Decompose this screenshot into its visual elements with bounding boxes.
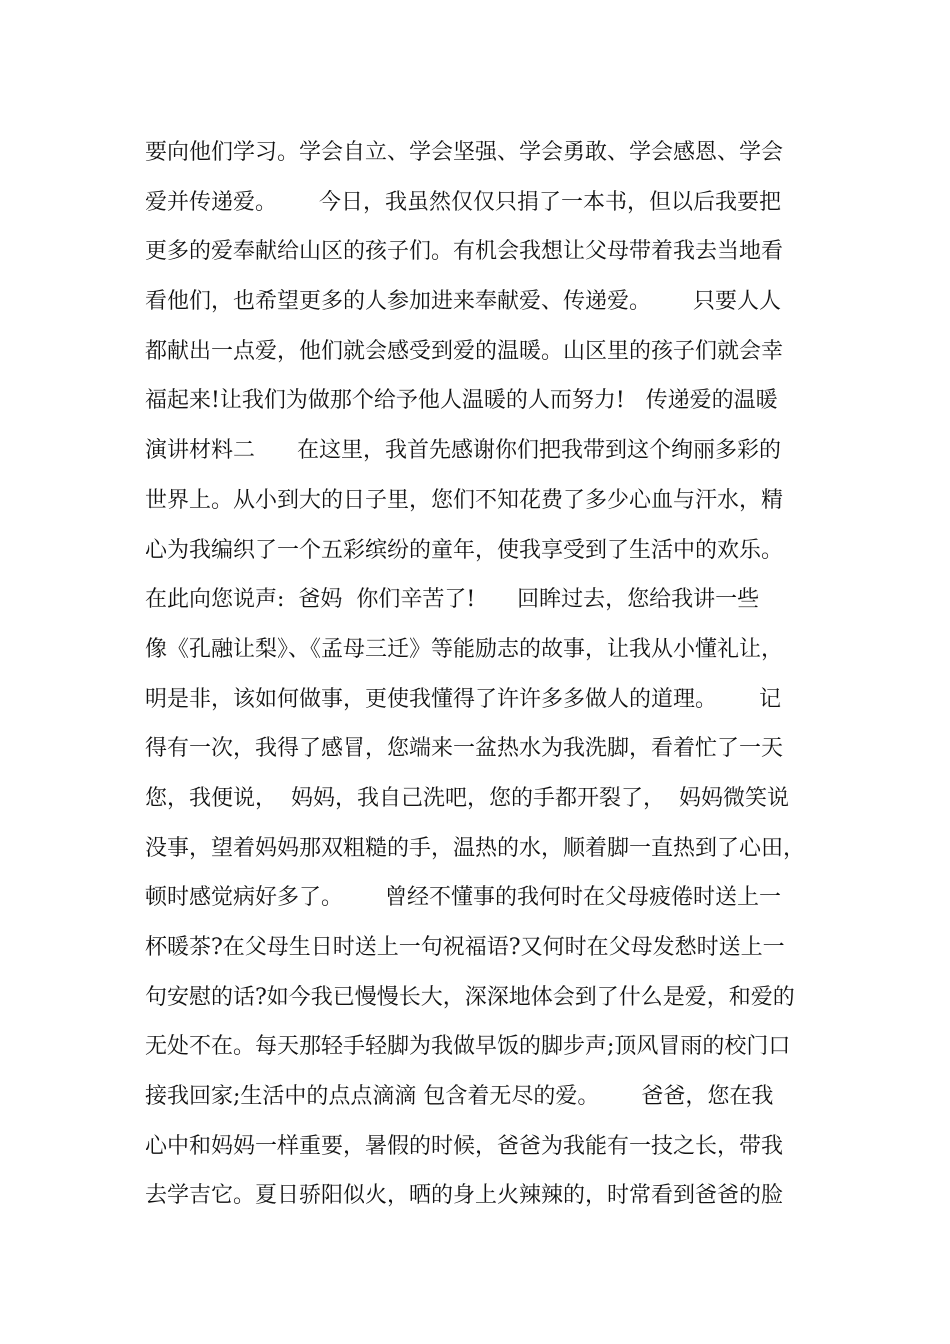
text-line: 福起来!让我们为做那个给予他人温暖的人而努力! 传递爱的温暖: [145, 388, 778, 414]
text-line: 世界上。从小到大的日子里，您们不知花费了多少心血与汗水，精: [145, 487, 784, 513]
text-line: 都献出一点爱，他们就会感受到爱的温暖。山区里的孩子们就会幸: [145, 338, 784, 364]
text-line: 去学吉它。夏日骄阳似火，晒的身上火辣辣的，时常看到爸爸的脸: [145, 1183, 784, 1209]
text-line: 没事，望着妈妈那双粗糙的手，温热的水，顺着脚一直热到了心田，: [145, 835, 806, 861]
text-line: 在此向您说声: 爸妈 你们辛苦了! 回眸过去，您给我讲一些: [145, 587, 760, 613]
text-line: 看他们，也希望更多的人参加进来奉献爱、传递爱。 只要人人: [145, 289, 781, 315]
text-line: 您，我便说， 妈妈，我自己洗吧，您的手都开裂了， 妈妈微笑说: [145, 785, 789, 811]
body-text: [145, 128, 835, 1221]
text-line: 爱并传递爱。 今日，我虽然仅仅只捐了一本书，但以后我要把: [145, 189, 781, 215]
text-line: 明是非，该如何做事，更使我懂得了许许多多做人的道理。 记: [145, 686, 781, 712]
text-line: 杯暖茶?在父母生日时送上一句祝福语?又何时在父母发愁时送上一: [145, 935, 785, 960]
text-line: 接我回家;生活中的点点滴滴 包含着无尽的爱。 爸爸，您在我: [145, 1084, 774, 1110]
text-line: 更多的爱奉献给山区的孩子们。有机会我想让父母带着我去当地看: [145, 239, 784, 265]
text-line: 心中和妈妈一样重要，暑假的时候，爸爸为我能有一技之长，带我: [145, 1133, 784, 1159]
text-line: 句安慰的话?如今我已慢慢长大，深深地体会到了什么是爱，和爱的: [145, 984, 795, 1010]
text-line: 顿时感觉病好多了。 曾经不懂事的我何时在父母疲倦时送上一: [145, 885, 781, 911]
text-line: 像《孔融让梨》、《孟母三迁》等能励志的故事，让我从小懂礼让，: [145, 636, 784, 662]
text-line: 要向他们学习。学会自立、学会坚强、学会勇敢、学会感恩、学会: [145, 140, 784, 165]
text-line: 得有一次，我得了感冒，您端来一盆热水为我洗脚，看着忙了一天: [145, 736, 784, 762]
text-line: 演讲材料二 在这里，我首先感谢你们把我带到这个绚丽多彩的: [145, 438, 781, 464]
text-line: 无处不在。每天那轻手轻脚为我做早饭的脚步声;顶风冒雨的校门口: [145, 1034, 791, 1060]
text-line: 心为我编织了一个五彩缤纷的童年，使我享受到了生活中的欢乐。: [145, 537, 784, 563]
